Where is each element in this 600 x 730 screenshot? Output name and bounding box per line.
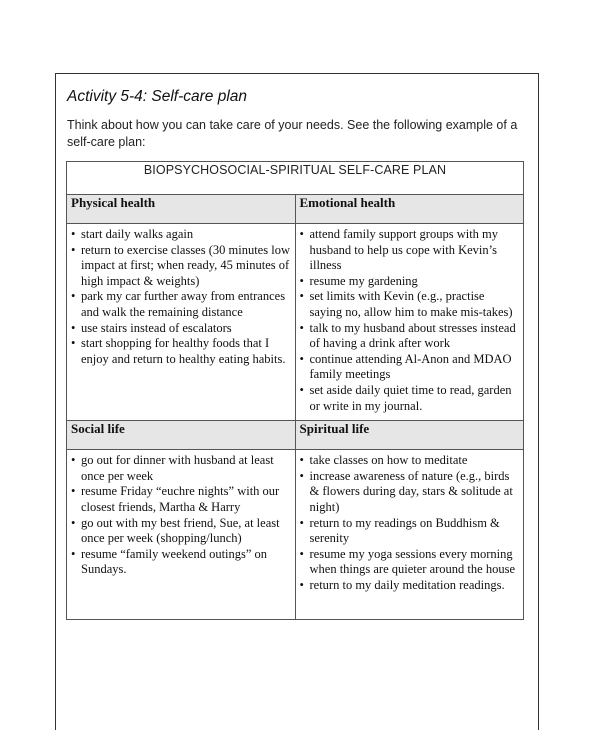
list-item: • continue attending Al-Anon and MDAO family meetings: [300, 352, 520, 383]
list-item: • resume Friday “euchre nights” with our closest friends, Martha & Harry: [71, 484, 291, 515]
spiritual-life-cell: [295, 450, 524, 620]
list-item: • use stairs instead of escalators: [71, 321, 291, 337]
physical-health-list: [71, 227, 291, 367]
social-life-heading: Social life: [67, 421, 296, 450]
list-item: • increase awareness of nature (e.g., birds & flowers during day, stars & solitude at night): [300, 469, 520, 516]
social-life-list: [71, 453, 291, 578]
list-item: • attend family support groups with my husband to help us cope with Kevin’s illness: [300, 227, 520, 274]
self-care-plan-table: [66, 161, 524, 620]
physical-health-cell: [67, 224, 296, 421]
list-item: • start shopping for healthy foods that I enjoy and return to healthy eating habits.: [71, 336, 291, 367]
list-item: • resume “family weekend outings” on Sundays.: [71, 547, 291, 578]
list-item: • return to my daily meditation readings.: [300, 578, 520, 594]
intro-text: Think about how you can take care of your needs. See the following example of a self-care plan:: [67, 118, 518, 149]
list-item: • return to my readings on Buddhism & serenity: [300, 516, 520, 547]
emotional-health-list: [300, 227, 520, 414]
list-item: • talk to my husband about stresses instead of having a drink after work: [300, 321, 520, 352]
emotional-health-cell: [295, 224, 524, 421]
spiritual-life-list: [300, 453, 520, 593]
list-item: • go out with my best friend, Sue, at least once per week (shopping/lunch): [71, 516, 291, 547]
list-item: • set aside daily quiet time to read, garden or write in my journal.: [300, 383, 520, 414]
plan-title: BIOPSYCHOSOCIAL-SPIRITUAL SELF-CARE PLAN: [67, 162, 524, 195]
list-item: • go out for dinner with husband at least once per week: [71, 453, 291, 484]
list-item: • park my car further away from entrances and walk the remaining distance: [71, 289, 291, 320]
list-item: • return to exercise classes (30 minutes low impact at first; when ready, 45 minutes of high impact & weights): [71, 243, 291, 290]
spiritual-life-heading: Spiritual life: [295, 421, 524, 450]
list-item: • set limits with Kevin (e.g., practise saying no, allow him to make mis-takes): [300, 289, 520, 320]
activity-title: Activity 5-4: Self-care plan: [67, 88, 248, 105]
list-item: • resume my gardening: [300, 274, 520, 290]
physical-health-heading: Physical health: [67, 195, 296, 224]
social-life-cell: [67, 450, 296, 620]
list-item: • resume my yoga sessions every morning when things are quieter around the house: [300, 547, 520, 578]
list-item: • start daily walks again: [71, 227, 291, 243]
emotional-health-heading: Emotional health: [295, 195, 524, 224]
list-item: • take classes on how to meditate: [300, 453, 520, 469]
